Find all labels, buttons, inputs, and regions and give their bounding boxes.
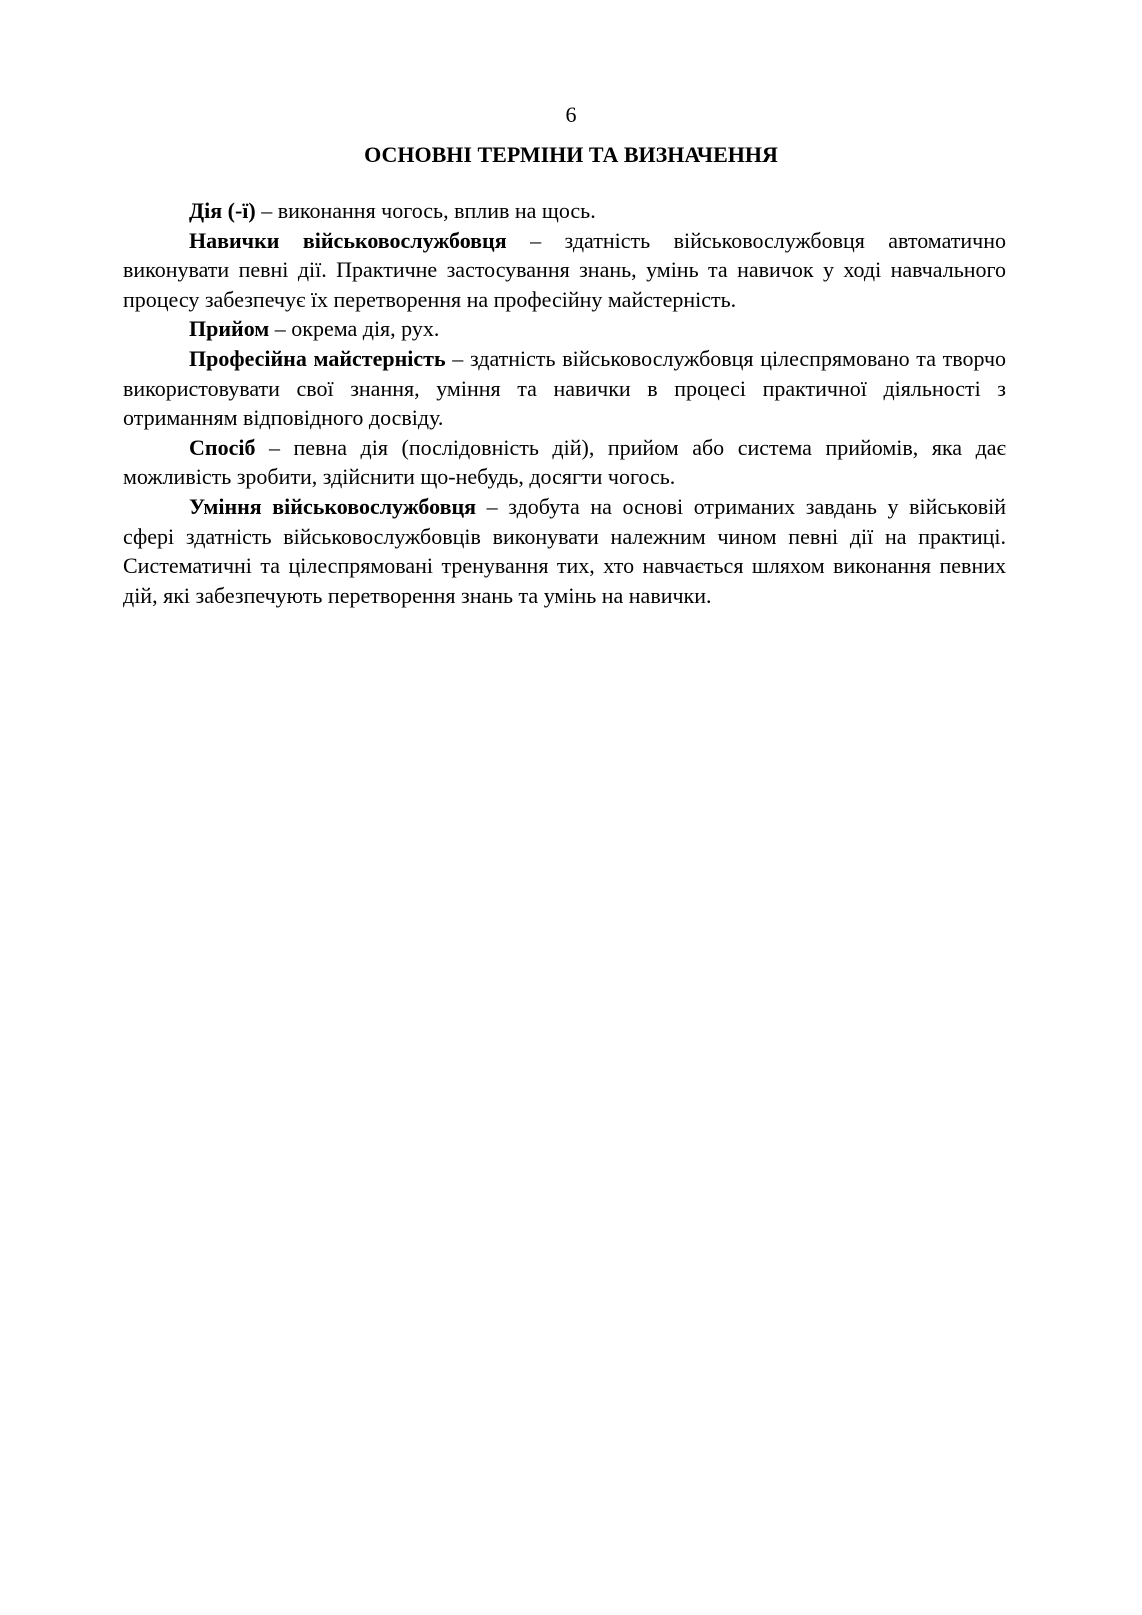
term-name: Спосіб	[189, 434, 256, 460]
term-name: Дія (-ї)	[189, 198, 256, 223]
term-definition: – певна дія (послідовність дій), прийом або система прийомів, яка дає можливість зробити, здійснити що-небудь, досягти чогось.	[123, 434, 1006, 490]
term-definition: – виконання чогось, вплив на щось.	[255, 198, 596, 223]
glossary-entry-uminnia	[123, 492, 1006, 610]
term-definition: – здатність військовослужбовця автоматично виконувати певні дії. Практичне застосування знань, умінь та навичок у ході навчального процесу забезпечує їх перетворення на професійну майстерність.	[123, 227, 1006, 312]
term-name: Навички військовослужбовця	[189, 227, 507, 253]
term-definition: – здобута на основі отриманих завдань у військовій сфері здатність військовослужбовців виконувати належним чином певні дії на практиці. Систематичні та цілеспрямовані тренування тих, хто навчається шляхом виконання певних дій, які забезпечують перетворення знань та умінь на навички.	[123, 493, 1006, 608]
term-definition: – здатність військовослужбовця цілеспрямовано та творчо використовувати свої знання, уміння та навички в процесі практичної діяльності з отриманням відповідного досвіду.	[123, 345, 1007, 431]
glossary-entry-navychky	[123, 226, 1006, 315]
glossary-entry-pryiom	[123, 314, 1006, 344]
glossary-entry-profesiina-maisternist	[123, 344, 1006, 433]
glossary-entry-diia	[123, 196, 1006, 226]
glossary-entry-sposib	[123, 433, 1006, 492]
page-title: ОСНОВНІ ТЕРМІНИ ТА ВИЗНАЧЕННЯ	[364, 142, 778, 167]
term-name: Прийом	[189, 316, 270, 342]
glossary	[123, 196, 1006, 610]
page-number: 6	[565, 102, 577, 127]
term-name: Професійна майстерність	[189, 345, 446, 371]
term-name: Уміння військовослужбовця	[189, 493, 477, 519]
term-definition: – окрема дія, рух.	[269, 316, 440, 342]
